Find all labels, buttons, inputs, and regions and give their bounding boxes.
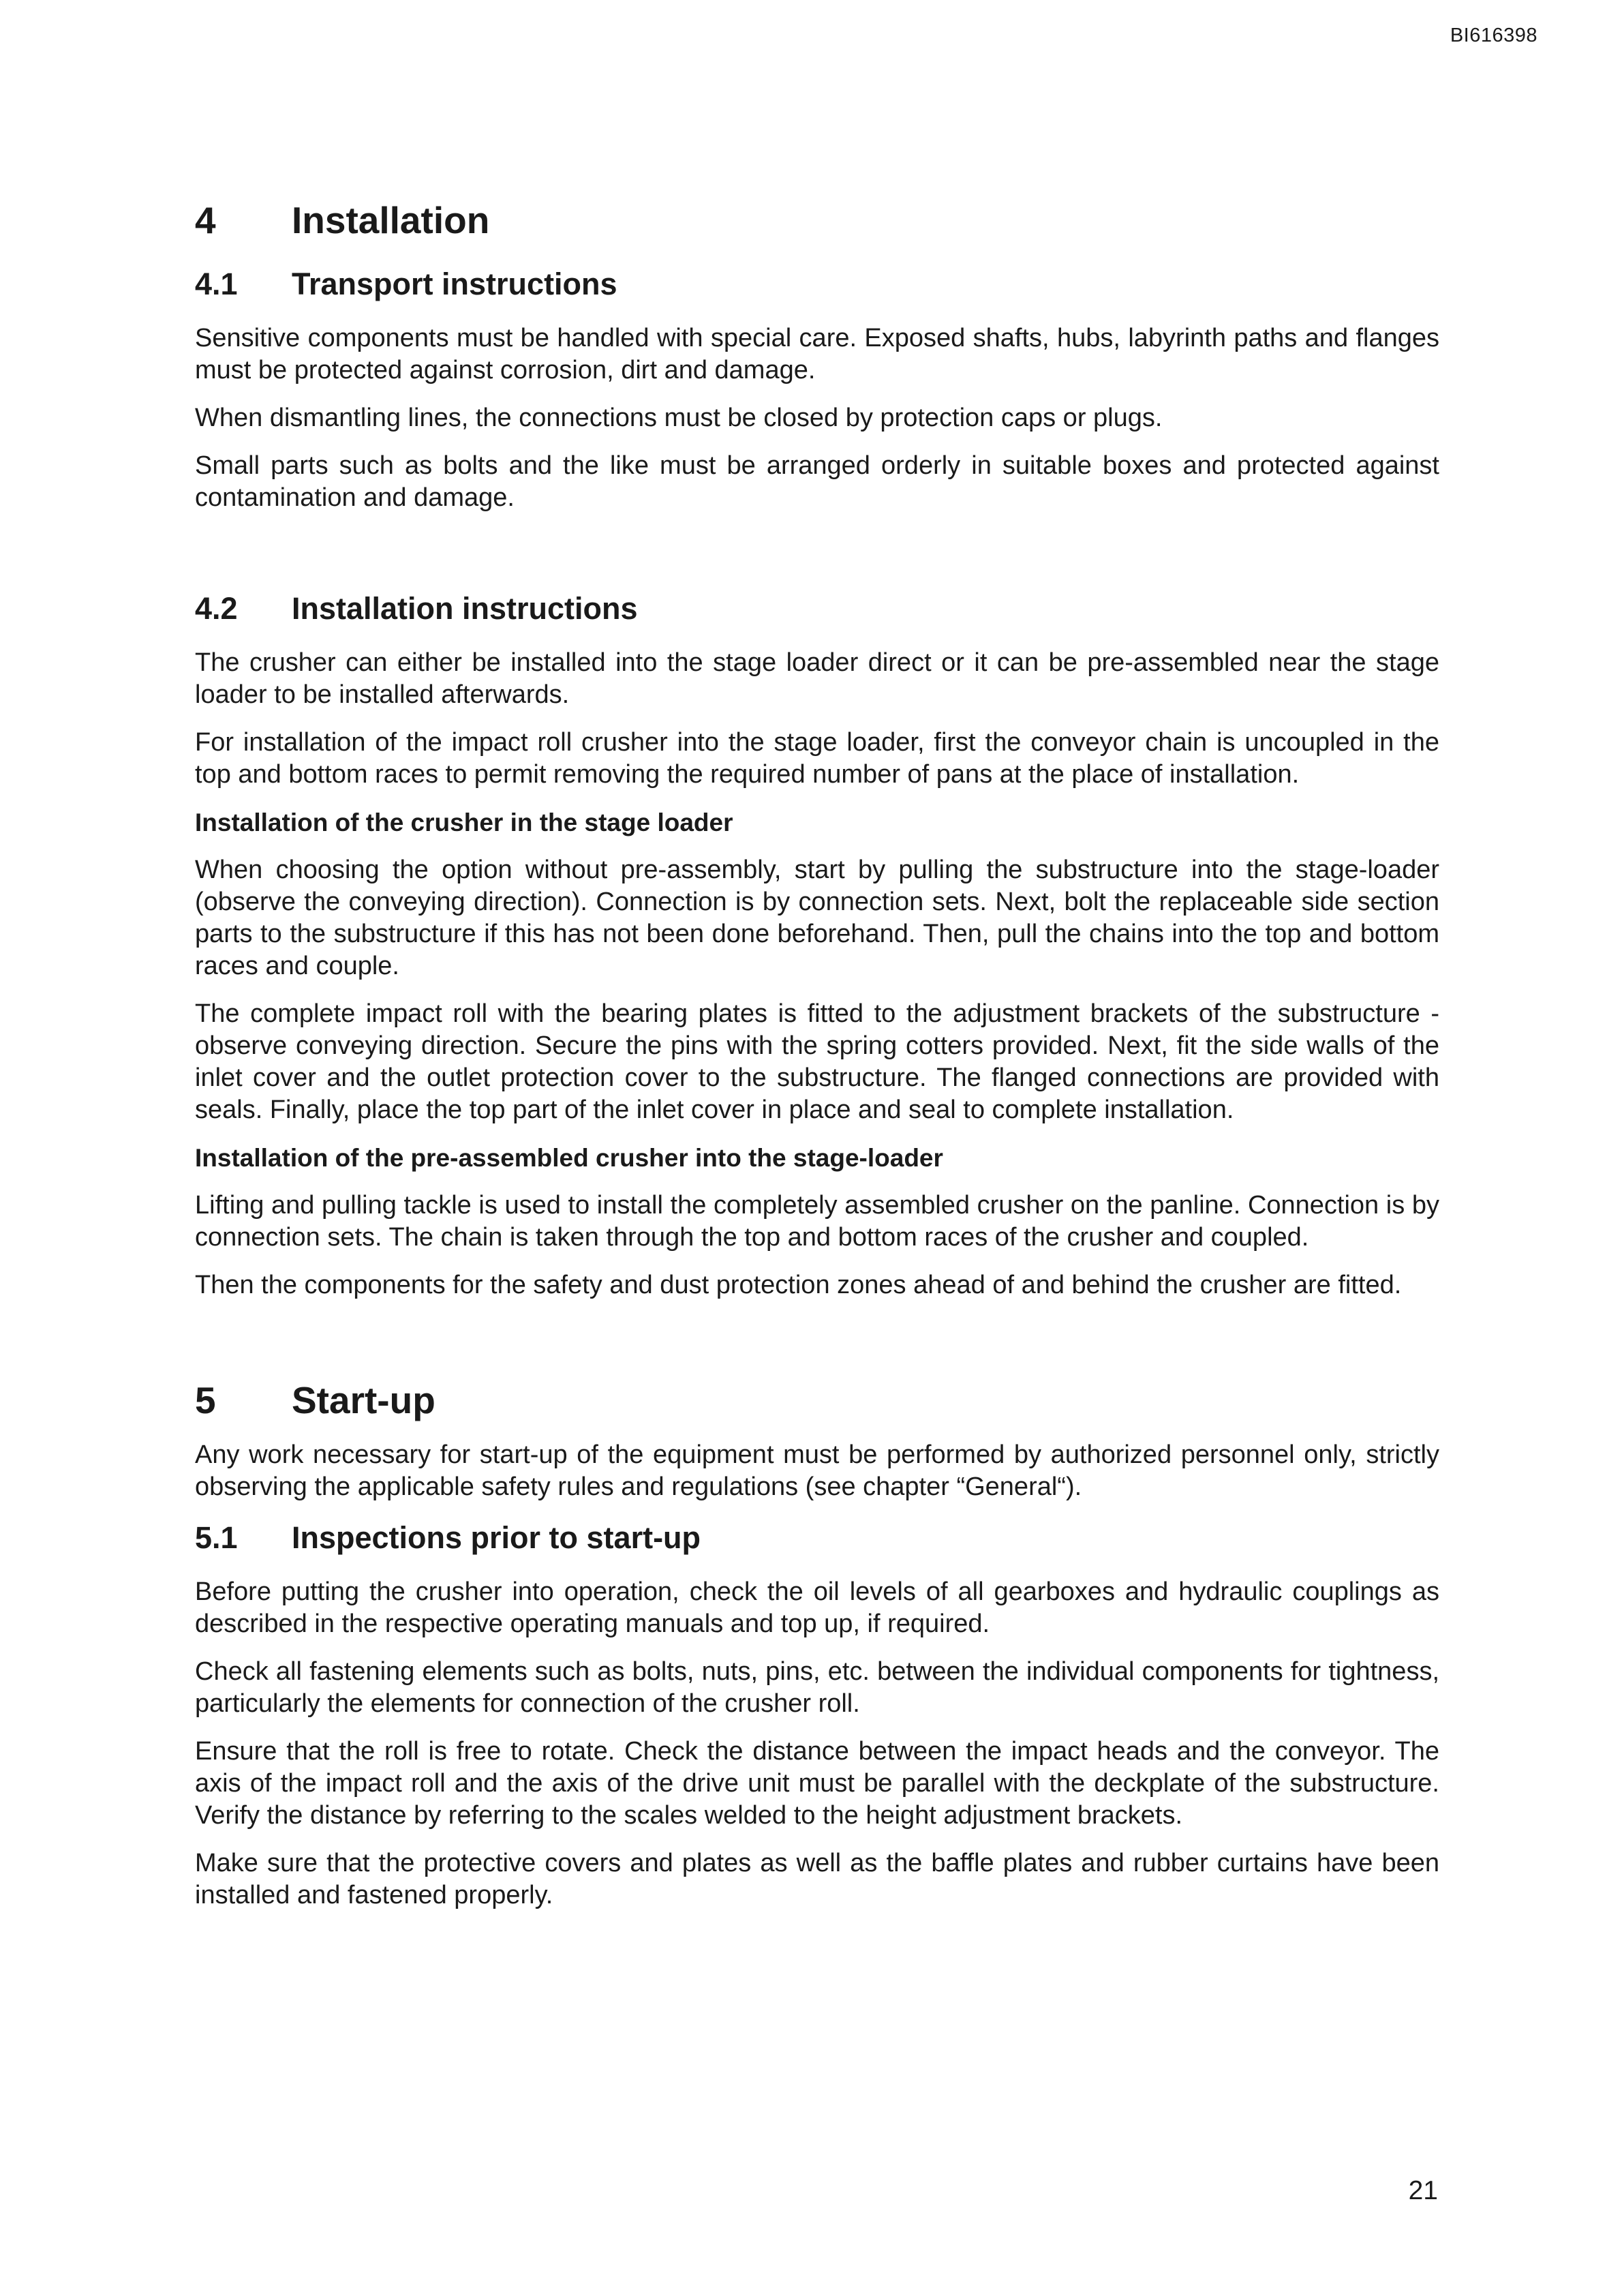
paragraph: Lifting and pulling tackle is used to install the completely assembled crusher on the panline. Connection is by connection sets. The chain is taken through the top and bottom races of the crusher and coupled. — [195, 1191, 1439, 1252]
section-heading-5-1 — [195, 1520, 1439, 1556]
section-title: Transport instructions — [292, 267, 617, 301]
paragraph: Ensure that the roll is free to rotate. Check the distance between the impact heads and the conveyor. The axis of the impact roll and the axis of the drive unit must be parallel with the deckplate of the substructure. Verify the distance by referring to the scales welded to the height adjustment brackets. — [195, 1737, 1439, 1830]
section-number: 4 — [195, 199, 216, 241]
section-heading-4-1 — [195, 266, 1439, 303]
paragraph: When choosing the option without pre-assembly, start by pulling the substructure into the stage-loader (observe the conveying direction). Connection is by connection sets. Next, bolt the replaceable side section parts to the substructure if this has not been done beforehand. Then, pull the chains into the top and bottom races and couple. — [195, 856, 1439, 980]
page-number: 21 — [1408, 2176, 1438, 2205]
subheading: Installation of the crusher in the stage loader — [195, 809, 733, 836]
page-content — [195, 198, 1439, 1912]
section-title: Installation — [292, 199, 490, 241]
subheading: Installation of the pre-assembled crusher into the stage-loader — [195, 1144, 943, 1172]
paragraph: Sensitive components must be handled with special care. Exposed shafts, hubs, labyrinth paths and flanges must be protected against corrosion, dirt and damage. — [195, 324, 1439, 384]
paragraph: Make sure that the protective covers and plates as well as the baffle plates and rubber curtains have been installed and fastened properly. — [195, 1849, 1439, 1909]
paragraph: Small parts such as bolts and the like must be arranged orderly in suitable boxes and protected against contamination and damage. — [195, 451, 1439, 512]
paragraph: Any work necessary for start-up of the equipment must be performed by authorized personnel only, strictly observing the applicable safety rules and regulations (see chapter “General“). — [195, 1440, 1439, 1501]
section-number: 4.1 — [195, 267, 238, 301]
paragraph: Before putting the crusher into operation, check the oil levels of all gearboxes and hydraulic couplings as described in the respective operating manuals and top up, if required. — [195, 1577, 1439, 1638]
paragraph: The complete impact roll with the bearing plates is fitted to the adjustment brackets of the substructure - observe conveying direction. Secure the pins with the spring cotters provided. Next, fit the side walls of the inlet cover and the outlet protection cover to the substructure. The flanged connections are provided with seals. Finally, place the top part of the inlet cover in place and seal to complete installation. — [195, 999, 1439, 1124]
paragraph: The crusher can either be installed into the stage loader direct or it can be pre-assembled near the stage loader to be installed afterwards. — [195, 648, 1439, 709]
paragraph: Check all fastening elements such as bolts, nuts, pins, etc. between the individual components for tightness, particularly the elements for connection of the crusher roll. — [195, 1657, 1439, 1718]
section-number: 4.2 — [195, 591, 238, 626]
section-number: 5 — [195, 1379, 216, 1421]
section-title: Installation instructions — [292, 591, 638, 626]
paragraph: For installation of the impact roll crusher into the stage loader, first the conveyor chain is uncoupled in the top and bottom races to permit removing the required number of pans at the place of installation. — [195, 728, 1439, 789]
section-title: Inspections prior to start-up — [292, 1520, 701, 1555]
section-heading-5 — [195, 1378, 1439, 1423]
section-number: 5.1 — [195, 1520, 238, 1555]
section-heading-4-2 — [195, 590, 1439, 627]
paragraph: When dismantling lines, the connections must be closed by protection caps or plugs. — [195, 404, 1163, 432]
paragraph: Then the components for the safety and dust protection zones ahead of and behind the crusher are fitted. — [195, 1271, 1402, 1299]
section-heading-4 — [195, 198, 1439, 243]
document-id: BI616398 — [1450, 25, 1537, 46]
section-title: Start-up — [292, 1379, 435, 1421]
